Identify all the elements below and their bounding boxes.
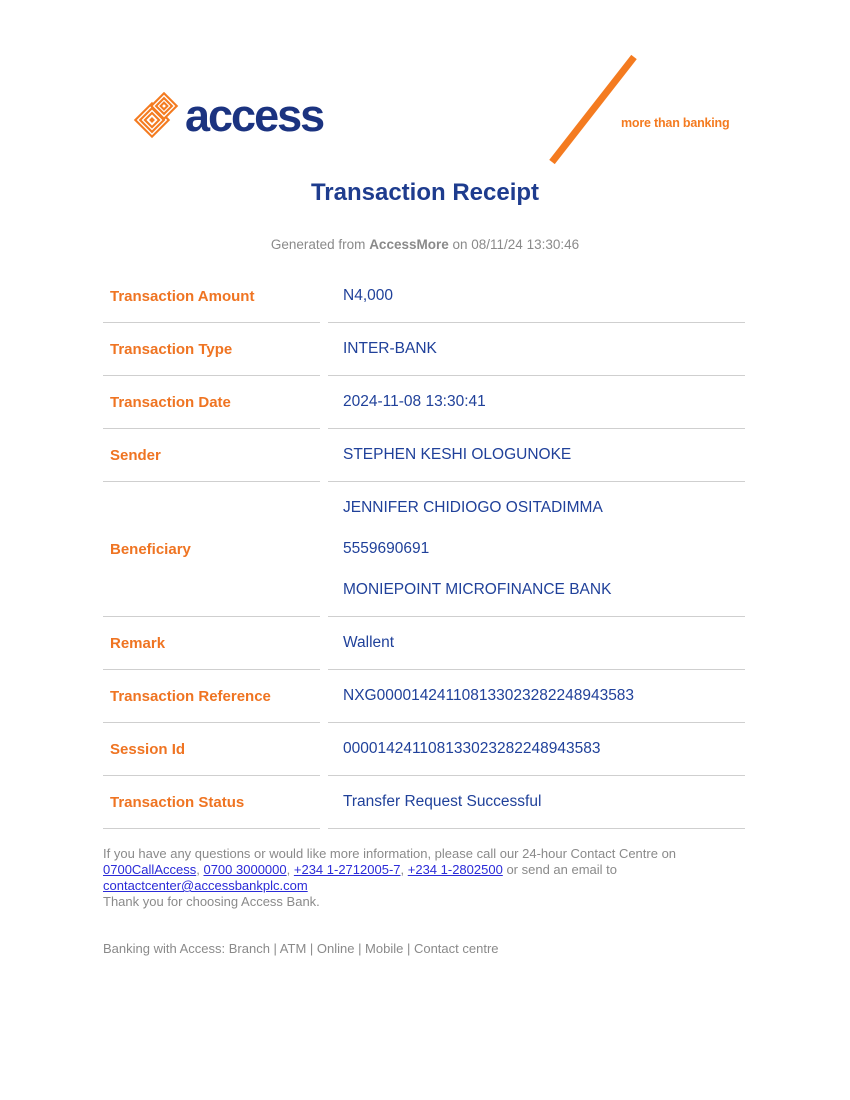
- separator: ,: [286, 862, 291, 877]
- row-gap: [320, 482, 328, 617]
- app-name: AccessMore: [369, 237, 449, 252]
- contact-text: If you have any questions or would like more information, please call our 24-hour Contact Centre on: [103, 846, 677, 861]
- table-row-transaction-type: [103, 323, 745, 376]
- contact-footer: [103, 846, 753, 910]
- row-gap: [320, 270, 328, 323]
- contact-email-link[interactable]: contactcenter@accessbankplc.com: [103, 878, 308, 893]
- table-row-transaction-status: [103, 776, 745, 829]
- access-diamond-icon: [131, 92, 179, 144]
- row-gap: [320, 376, 328, 429]
- row-label: Transaction Reference: [103, 670, 320, 723]
- row-value: NXG000014241108133023282248943583: [343, 687, 635, 704]
- brand-tagline: more than banking: [621, 116, 730, 130]
- beneficiary-account-number: 5559690691: [343, 540, 430, 557]
- separator: ,: [196, 862, 200, 877]
- separator: ,: [400, 862, 405, 877]
- row-label: Transaction Amount: [103, 270, 320, 323]
- access-bank-logo: [131, 89, 324, 144]
- email-intro: or send an email to: [506, 862, 618, 877]
- row-label: Transaction Type: [103, 323, 320, 376]
- contact-link-0700-3000000[interactable]: 0700 3000000: [203, 862, 287, 877]
- row-value: 2024-11-08 13:30:41: [343, 393, 486, 410]
- row-label: Transaction Date: [103, 376, 320, 429]
- table-row-transaction-amount: [103, 270, 745, 323]
- row-value: Transfer Request Successful: [343, 793, 542, 810]
- row-value: N4,000: [343, 287, 393, 304]
- row-gap: [320, 429, 328, 482]
- banking-channels-line: Banking with Access: Branch | ATM | Online | Mobile | Contact centre: [103, 941, 499, 956]
- row-gap: [320, 323, 328, 376]
- row-label: Sender: [103, 429, 320, 482]
- access-wordmark: access: [185, 89, 324, 141]
- contact-link-2802500[interactable]: +234 1-2802500: [407, 862, 503, 877]
- row-label: Transaction Status: [103, 776, 320, 829]
- generated-suffix: on 08/11/24 13:30:46: [452, 237, 580, 252]
- row-gap: [320, 776, 328, 829]
- contact-link-2712005[interactable]: +234 1-2712005-7: [293, 862, 401, 877]
- beneficiary-name: JENNIFER CHIDIOGO OSITADIMMA: [343, 499, 603, 516]
- brand-slash-icon: [545, 52, 641, 166]
- page-title: Transaction Receipt: [310, 179, 540, 206]
- table-row-sender: [103, 429, 745, 482]
- generated-prefix: Generated from: [270, 237, 366, 252]
- table-row-transaction-date: [103, 376, 745, 429]
- row-value: STEPHEN KESHI OLOGUNOKE: [343, 446, 572, 463]
- row-label: Remark: [103, 617, 320, 670]
- row-value: 000014241108133023282248943583: [343, 740, 601, 757]
- generated-line: [0, 237, 850, 252]
- receipt-table: [103, 270, 745, 829]
- contact-link-0700callaccess[interactable]: 0700CallAccess: [103, 862, 197, 877]
- thanks-text: Thank you for choosing Access Bank.: [103, 894, 320, 909]
- row-gap: [320, 617, 328, 670]
- table-row-transaction-reference: [103, 670, 745, 723]
- row-value: INTER-BANK: [343, 340, 437, 357]
- row-label: Beneficiary: [103, 482, 320, 617]
- row-gap: [320, 670, 328, 723]
- table-row-beneficiary: [103, 482, 745, 617]
- row-gap: [320, 723, 328, 776]
- row-value: Wallent: [343, 634, 395, 651]
- beneficiary-bank: MONIEPOINT MICROFINANCE BANK: [343, 581, 612, 598]
- table-row-remark: [103, 617, 745, 670]
- row-label: Session Id: [103, 723, 320, 776]
- table-row-session-id: [103, 723, 745, 776]
